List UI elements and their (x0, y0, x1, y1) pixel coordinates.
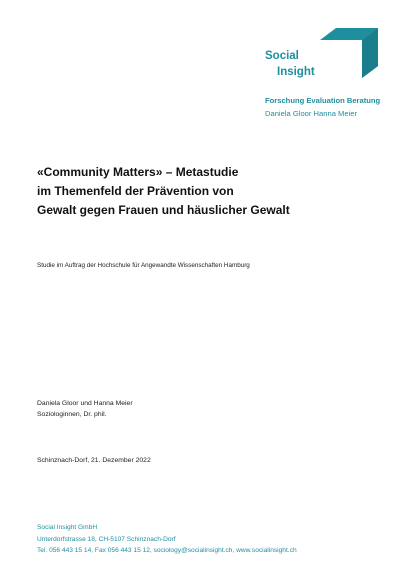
logo-wordmark (265, 48, 315, 80)
title-line-2: im Themenfeld der Prävention von (37, 184, 234, 198)
footer (37, 522, 297, 557)
header-authors: Daniela Gloor Hanna Meier (265, 109, 358, 118)
logo-line-insight: Insight (277, 66, 315, 78)
footer-company: Social Insight GmbH (37, 524, 98, 531)
footer-address: Unterdorfstrasse 18, CH-5107 Schinznach-Dorf (37, 535, 176, 543)
footer-contact: Tel. 056 443 15 14, Fax 056 443 15 12, sociology@socialinsight.ch, www.socialinsight.ch (37, 547, 297, 554)
title-line-3: Gewalt gegen Frauen und häuslicher Gewalt (37, 203, 290, 217)
author-names: Daniela Gloor und Hanna Meier (37, 400, 133, 407)
commission-note: Studie im Auftrag der Hochschule für Angewandte Wissenschaften Hamburg (37, 262, 250, 269)
cube-logo-icon (318, 26, 380, 80)
logo-line-social: Social (265, 50, 299, 62)
document-title (37, 163, 290, 220)
place-date: Schinznach-Dorf, 21. Dezember 2022 (37, 457, 151, 464)
title-line-1: «Community Matters» – Metastudie (37, 165, 239, 179)
author-roles: Soziologinnen, Dr. phil. (37, 411, 107, 418)
tagline: Forschung Evaluation Beratung (265, 96, 381, 105)
authors-block (37, 398, 133, 420)
